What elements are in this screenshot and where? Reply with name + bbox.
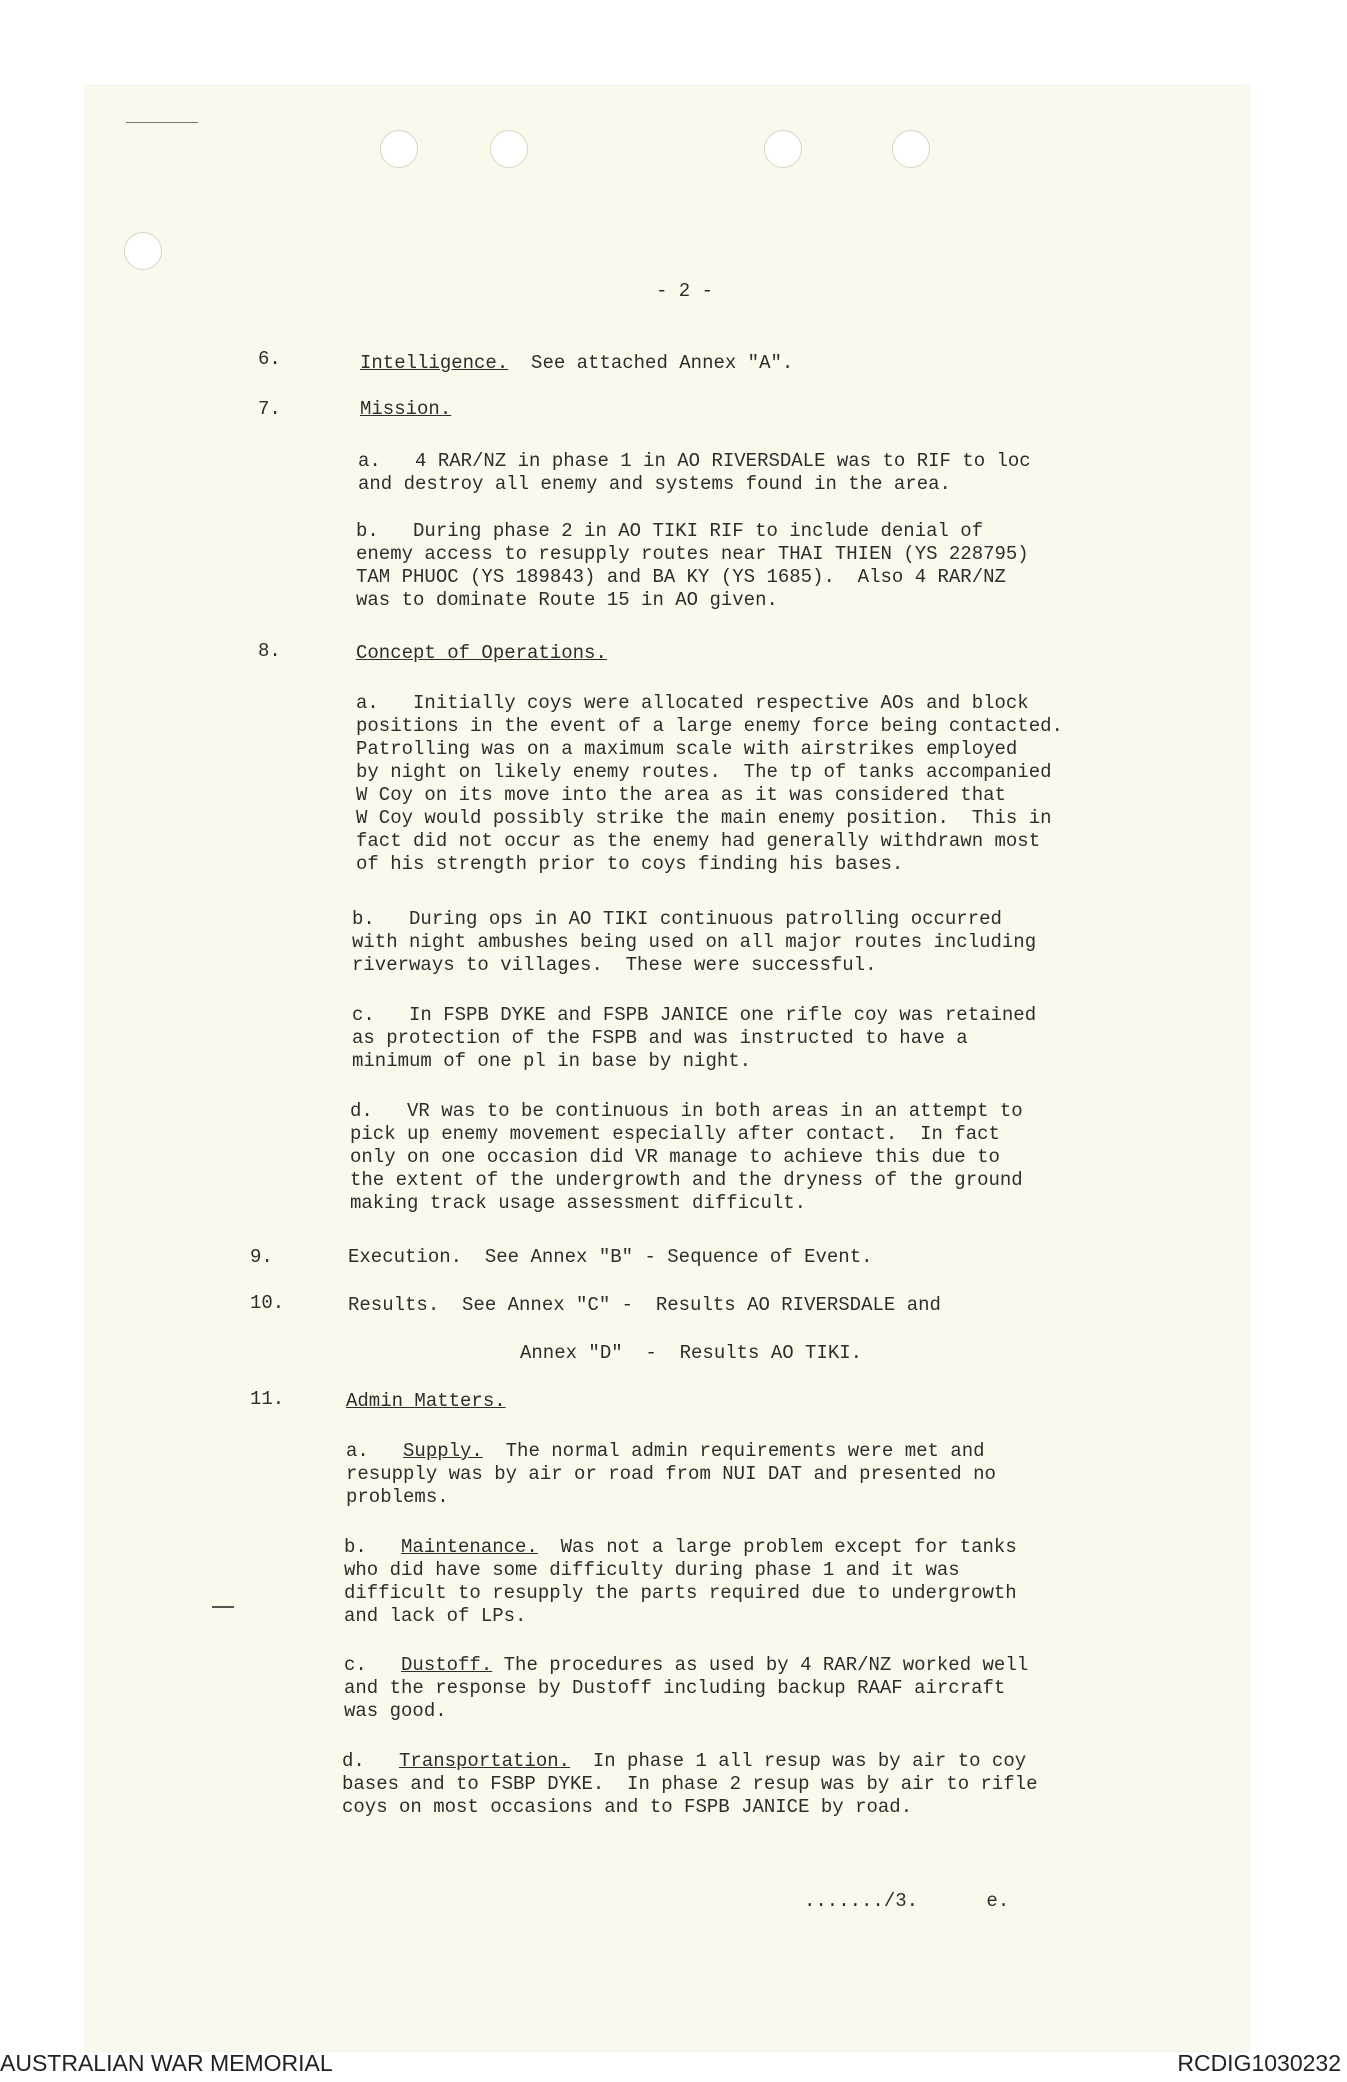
section-text: See Annex "B" - Sequence of Event. xyxy=(462,1246,873,1268)
admin-text: In phase 1 all resup was by air to coy bases and to FSBP DYKE. In phase 2 resup was by air to rifle coys on most occasions and to FSPB JANICE by road. xyxy=(342,1750,1038,1818)
section-heading: Concept of Operations. xyxy=(356,642,607,664)
section-heading: Admin Matters. xyxy=(346,1390,506,1412)
section-7-line xyxy=(360,398,451,421)
section-number: 11. xyxy=(250,1388,285,1410)
admin-para-c: c. Dustoff. The procedures as used by 4 RAR/NZ worked well and the response by Dustoff including backup RAAF aircraft was good. xyxy=(344,1654,1029,1722)
admin-text: The procedures as used by 4 RAR/NZ worked well and the response by Dustoff including backup RAAF aircraft was good. xyxy=(344,1654,1029,1722)
section-heading: Results. xyxy=(348,1294,440,1316)
admin-label: Supply. xyxy=(403,1440,483,1462)
punch-hole xyxy=(892,130,930,168)
concept-para-c: c. In FSPB DYKE and FSPB JANICE one rifle coy was retained as protection of the FSPB and was instructed to have a minimum of one pl in base by night. xyxy=(352,1004,1037,1072)
admin-text: The normal admin requirements were met and resupply was by air or road from NUI DAT and presented no problems. xyxy=(346,1440,996,1508)
archive-label: AUSTRALIAN WAR MEMORIAL xyxy=(0,2050,333,2076)
admin-label: Dustoff. xyxy=(401,1654,493,1676)
page-number: - 2 - xyxy=(656,280,714,302)
section-8-line xyxy=(356,642,607,665)
section-6-line xyxy=(360,352,793,375)
mission-para-a: a. 4 RAR/NZ in phase 1 in AO RIVERSDALE was to RIF to loc and destroy all enemy and systems found in the area. xyxy=(358,450,1031,495)
admin-para-b: b. Maintenance. Was not a large problem except for tanks who did have some difficulty during phase 1 and it was difficult to resupply the parts required due to undergrowth and lack of LPs. xyxy=(344,1536,1017,1627)
section-text: See Annex "C" - Results AO RIVERSDALE and xyxy=(439,1294,941,1316)
section-text: See attached Annex "A". xyxy=(508,352,794,374)
admin-label: Transportation. xyxy=(399,1750,571,1772)
results-line-2: Annex "D" - Results AO TIKI. xyxy=(520,1342,863,1364)
admin-para-a: a. Supply. The normal admin requirements were met and resupply was by air or road from NUI DAT and presented no problems. xyxy=(346,1440,996,1508)
admin-para-d: d. Transportation. In phase 1 all resup was by air to coy bases and to FSBP DYKE. In phase 2 resup was by air to rifle coys on most occasions and to FSPB JANICE by road. xyxy=(342,1750,1038,1818)
stray-mark xyxy=(212,1606,234,1608)
punch-hole xyxy=(124,232,162,270)
concept-para-a: a. Initially coys were allocated respective AOs and block positions in the event of a large enemy force being contacted. Patrolling was on a maximum scale with airstrikes employed by night on likely enemy routes. The tp of tanks accompanied W Coy on its move into the area as it was considered that W Coy would possibly strike the main enemy position. This in fact did not occur as the enemy had generally withdrawn most of his strength prior to coys finding his bases. xyxy=(356,692,1063,875)
section-number: 10. xyxy=(250,1292,285,1314)
section-number: 9. xyxy=(250,1246,273,1268)
section-number: 7. xyxy=(258,398,281,420)
mission-para-b: b. During phase 2 in AO TIKI RIF to include denial of enemy access to resupply routes near THAI THIEN (YS 228795) TAM PHUOC (YS 189843) and BA KY (YS 1685). Also 4 RAR/NZ was to dominate Route 15 in AO given. xyxy=(356,520,1029,611)
punch-hole xyxy=(764,130,802,168)
section-10-line xyxy=(348,1294,941,1317)
continuation-mark: ......./3. e. xyxy=(804,1890,1010,1912)
section-number: 8. xyxy=(258,640,281,662)
section-number: 6. xyxy=(258,348,281,370)
stray-mark xyxy=(126,122,198,123)
punch-hole xyxy=(490,130,528,168)
archive-reference: RCDIG1030232 xyxy=(1177,2050,1341,2076)
section-heading: Intelligence. xyxy=(360,352,509,374)
punch-hole xyxy=(380,130,418,168)
section-9-line xyxy=(348,1246,873,1269)
section-11-line xyxy=(346,1390,506,1413)
concept-para-d: d. VR was to be continuous in both areas in an attempt to pick up enemy movement especially after contact. In fact only on one occasion did VR manage to achieve this due to the extent of the undergrowth and the dryness of the ground making track usage assessment difficult. xyxy=(350,1100,1023,1214)
section-heading: Execution. xyxy=(348,1246,463,1268)
admin-text: Was not a large problem except for tanks who did have some difficulty during phase 1 and it was difficult to resupply the parts required due to undergrowth and lack of LPs. xyxy=(344,1536,1017,1627)
section-heading: Mission. xyxy=(360,398,452,420)
concept-para-b: b. During ops in AO TIKI continuous patrolling occurred with night ambushes being used on all major routes including riverways to villages. These were successful. xyxy=(352,908,1037,976)
admin-label: Maintenance. xyxy=(401,1536,538,1558)
